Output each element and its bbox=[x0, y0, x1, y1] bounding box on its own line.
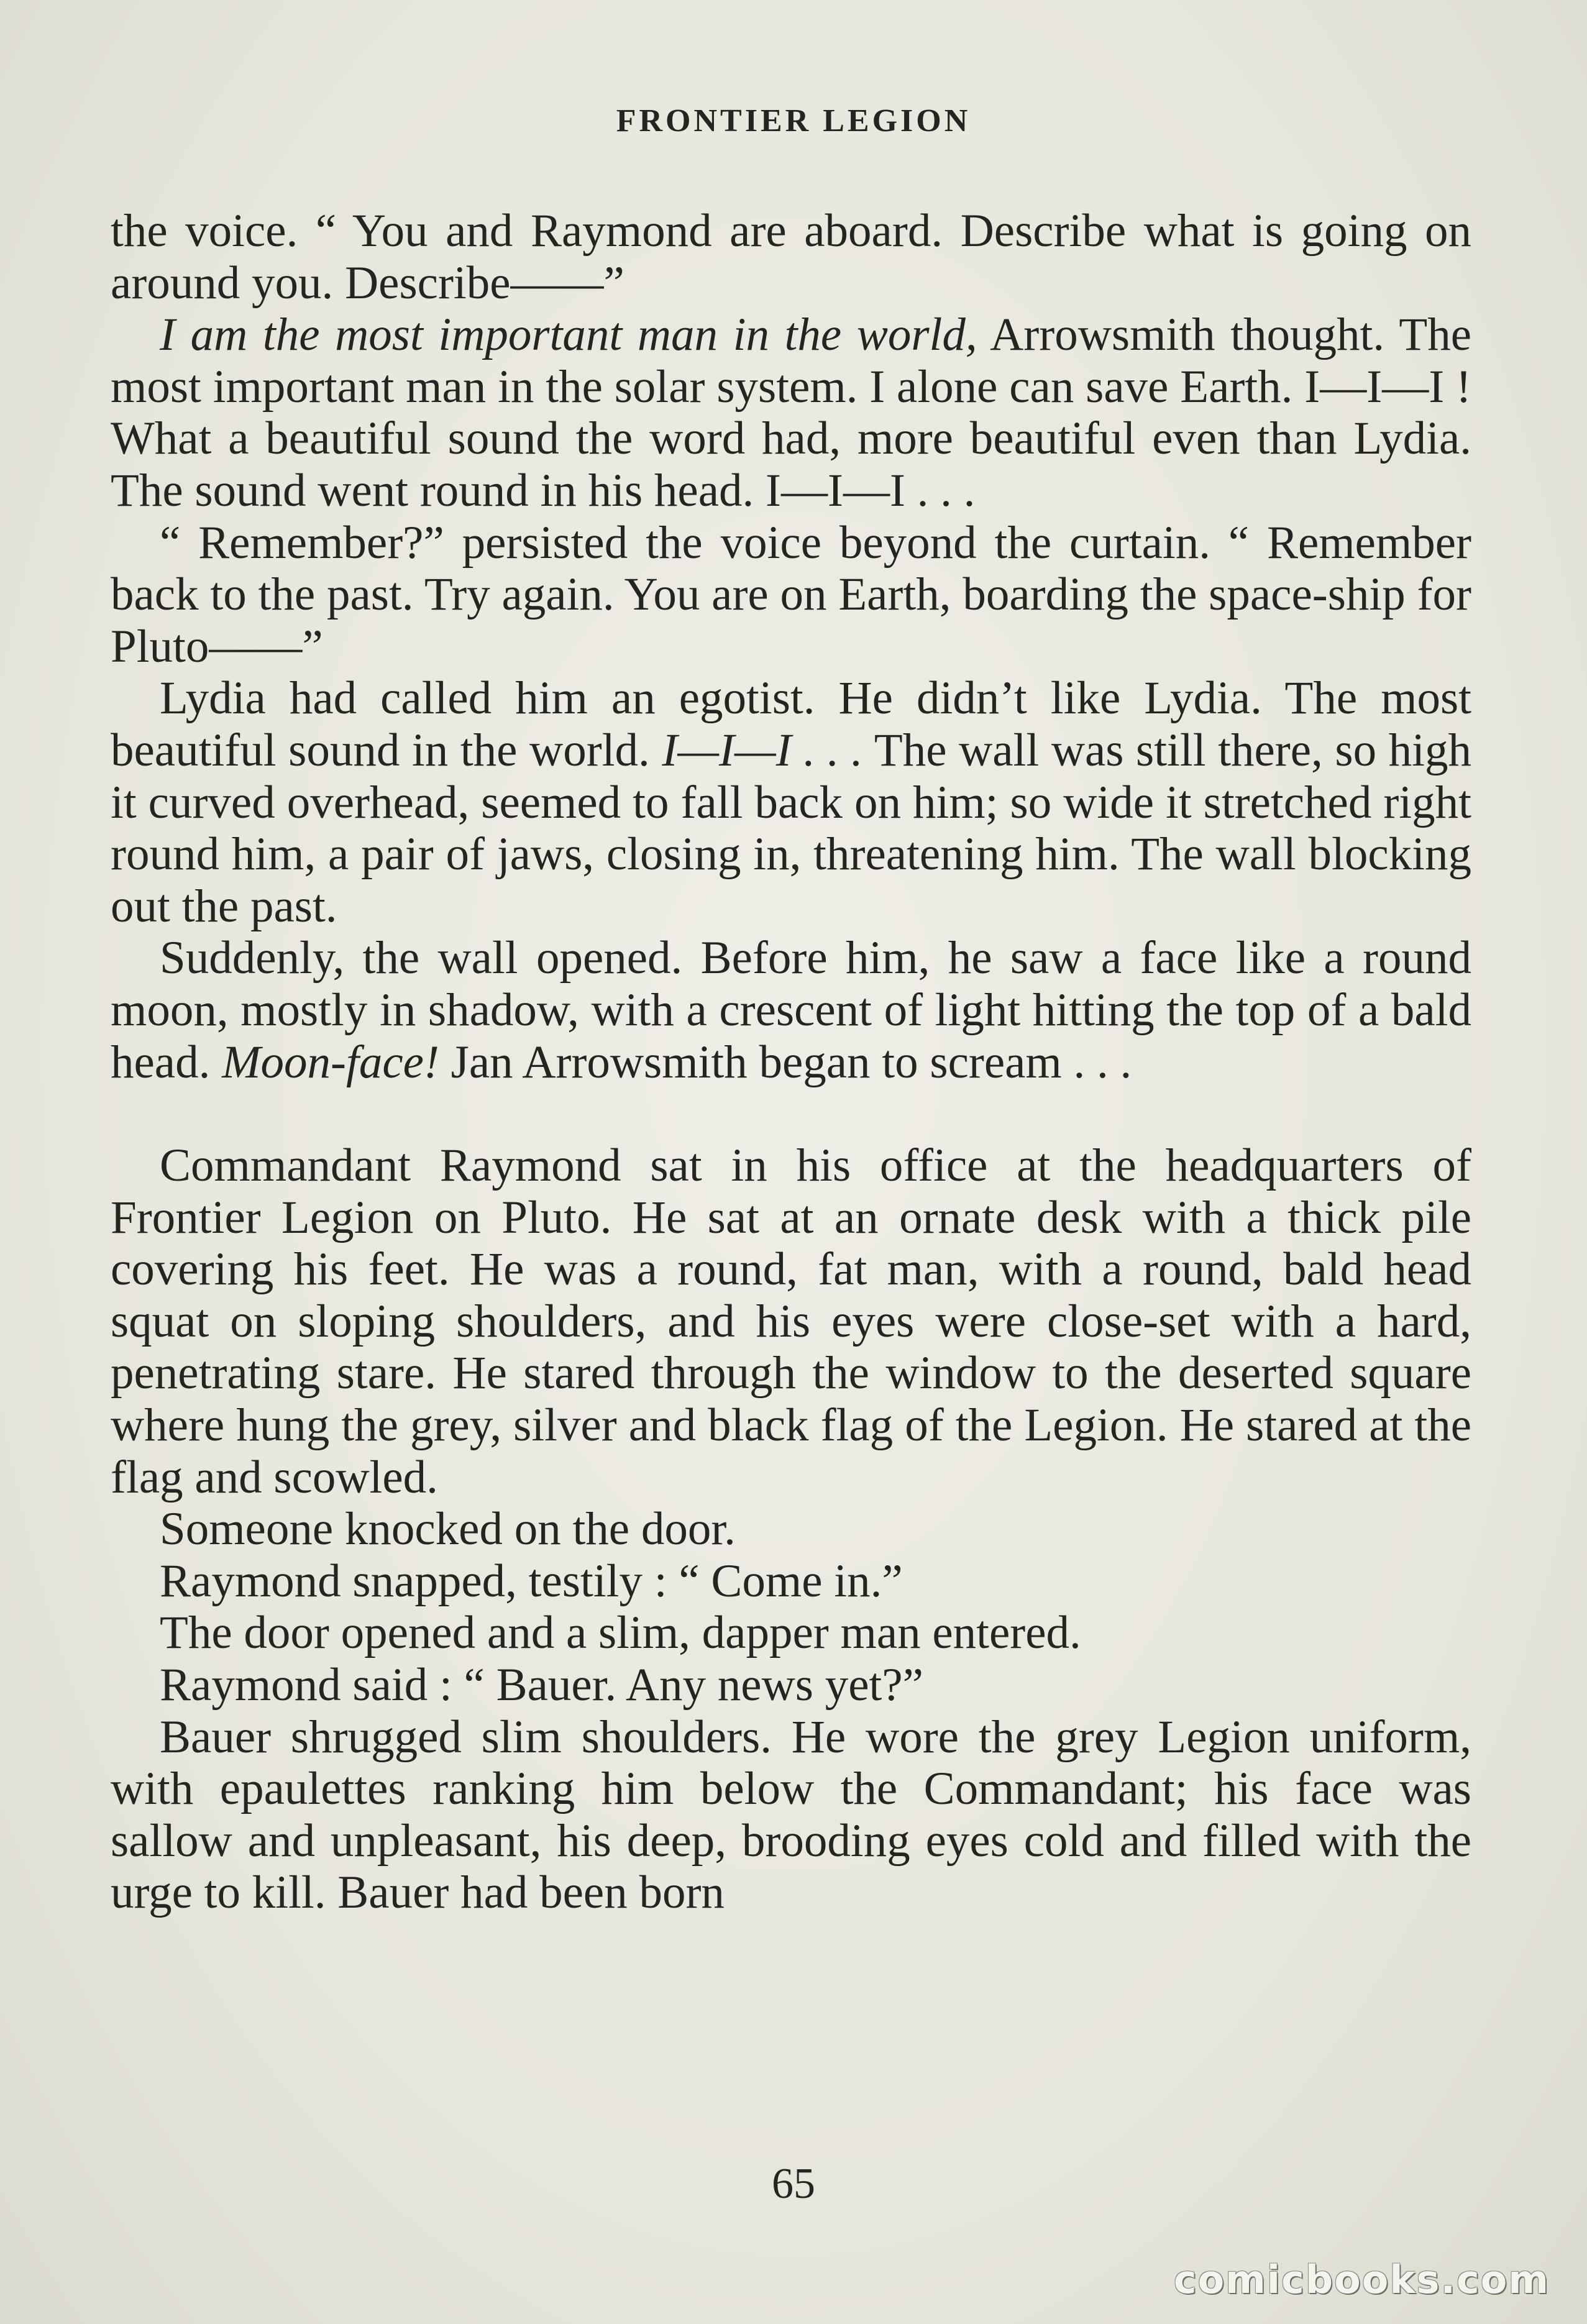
text-run: The door opened and a slim, dapper man entered. bbox=[160, 1607, 1081, 1659]
text-run: Raymond said : “ Bauer. Any news yet?” bbox=[160, 1659, 923, 1711]
paragraph bbox=[111, 205, 1471, 309]
text-run-italic: I—I—I . . . bbox=[662, 724, 863, 776]
paragraph bbox=[111, 1140, 1471, 1503]
text-run: Someone knocked on the door. bbox=[160, 1503, 736, 1555]
paragraph bbox=[111, 1659, 1471, 1711]
text-run-italic: Moon-face! bbox=[222, 1036, 439, 1088]
body-text bbox=[111, 205, 1471, 1919]
text-run: Lydia had called him an egotist. He didn’t like Lydia. The most beautiful sound in the world. bbox=[111, 672, 1471, 776]
paragraph bbox=[111, 517, 1471, 673]
text-run: the voice. “ You and Raymond are aboard. Describe what is going on around you. Describe——” bbox=[111, 205, 1471, 309]
paragraph bbox=[111, 672, 1471, 932]
text-run: Arrowsmith thought. The most important man in the solar system. I alone can save Earth. I—I—I ! What a beautiful sound the word had, more beautiful even than Lydia. The sound went round in his head. I—I—I . . . bbox=[111, 309, 1471, 516]
running-header: FRONTIER LEGION bbox=[616, 103, 971, 139]
paragraph bbox=[111, 1607, 1471, 1659]
page-number: 65 bbox=[772, 2160, 815, 2208]
watermark-logo: comicbooks.com bbox=[1173, 2257, 1550, 2302]
text-run: Jan Arrowsmith began to scream . . . bbox=[439, 1036, 1132, 1088]
paragraph bbox=[111, 1711, 1471, 1919]
paragraph bbox=[111, 309, 1471, 516]
text-run: Commandant Raymond sat in his office at the headquarters of Frontier Legion on Pluto. He sat at an ornate desk with a thick pile covering his feet. He was a round, fat man, with a round, bald head squat on sloping shoulders, and his eyes were close-set with a hard, penetrating stare. He stared through the window to the deserted square where hung the grey, silver and black flag of the Legion. He stared at the flag and scowled. bbox=[111, 1140, 1471, 1503]
paragraph bbox=[111, 932, 1471, 1088]
text-run: Suddenly, the wall opened. Before him, he saw a face like a round moon, mostly in shadow, with a crescent of light hitting the top of a bald head. bbox=[111, 932, 1471, 1088]
paragraph bbox=[111, 1555, 1471, 1608]
paragraph bbox=[111, 1503, 1471, 1555]
text-run-italic: I am the most important man in the world, bbox=[160, 309, 977, 361]
text-run: The wall was still there, so high it curved overhead, seemed to fall back on him; so wide it stretched right round him, a pair of jaws, closing in, threatening him. The wall blocking out the past. bbox=[111, 724, 1471, 932]
text-run: Raymond snapped, testily : “ Come in.” bbox=[160, 1555, 903, 1607]
text-run: “ Remember?” persisted the voice beyond the curtain. “ Remember back to the past. Try again. You are on Earth, boarding the space-ship for Pluto——” bbox=[111, 516, 1471, 672]
text-run: Bauer shrugged slim shoulders. He wore the grey Legion uniform, with epaulettes ranking him below the Commandant; his face was sallow and unpleasant, his deep, brooding eyes cold and filled with the urge to kill. Bauer had been born bbox=[111, 1711, 1471, 1919]
